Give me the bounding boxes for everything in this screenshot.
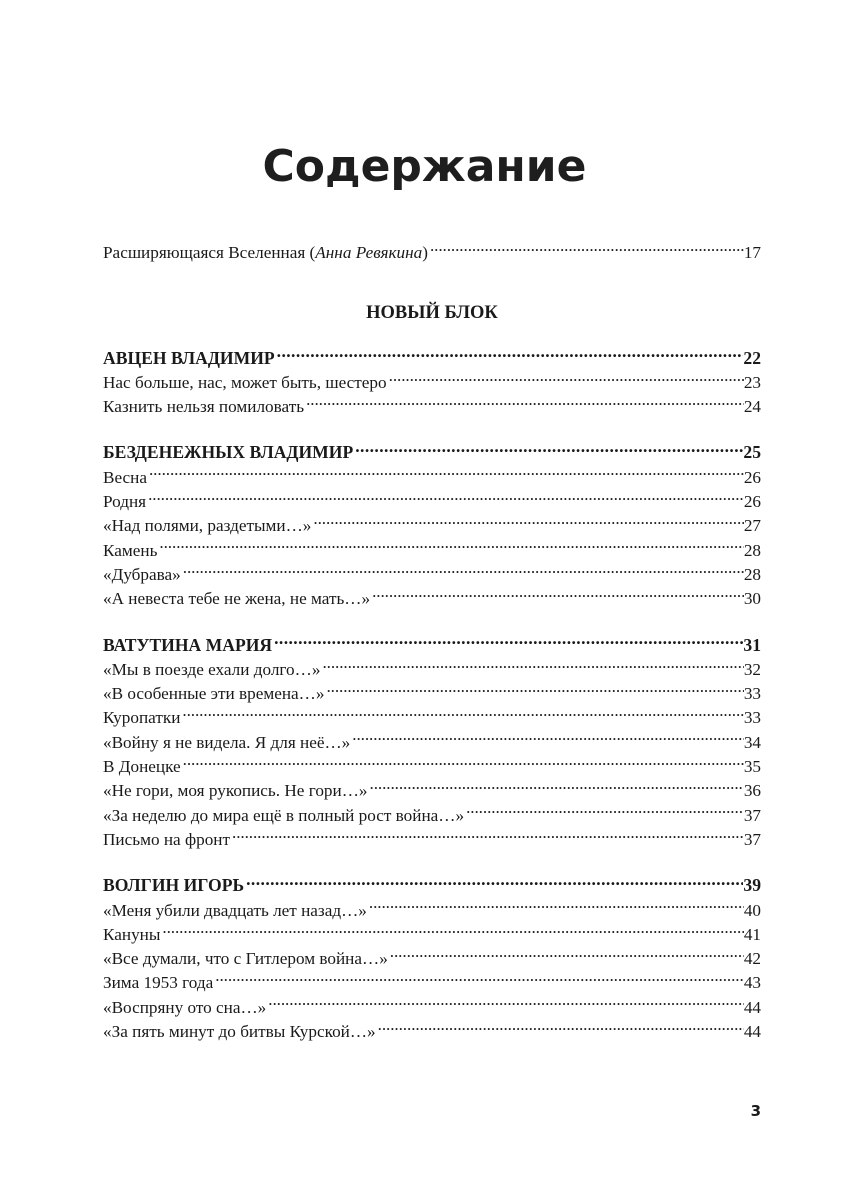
toc-entry[interactable] bbox=[103, 458, 761, 487]
author-name: БЕЗДЕНЕЖНЫХ ВЛАДИМИР bbox=[103, 442, 354, 463]
entry-page-number: 25 bbox=[743, 442, 761, 463]
block-heading: НОВЫЙ БЛОК bbox=[366, 303, 498, 324]
entry-page-number: 43 bbox=[743, 973, 761, 993]
leader-dots bbox=[157, 531, 743, 555]
entry-page-number: 32 bbox=[743, 659, 761, 679]
table-of-contents bbox=[103, 234, 761, 1042]
entry-title: «Мы в поезде ехали долго…» bbox=[103, 659, 321, 679]
entry-page-number: 37 bbox=[743, 829, 761, 849]
toc-entry[interactable] bbox=[103, 772, 761, 801]
entry-page-number: 27 bbox=[743, 516, 761, 536]
toc-entry[interactable] bbox=[103, 531, 761, 560]
entry-title: Весна bbox=[103, 467, 147, 487]
leader-dots bbox=[311, 507, 743, 531]
author-name: ВАТУТИНА МАРИЯ bbox=[103, 634, 273, 655]
leader-dots bbox=[244, 867, 743, 891]
entry-page-number: 30 bbox=[743, 589, 761, 609]
leader-dots bbox=[370, 580, 744, 604]
entry-page-number: 31 bbox=[743, 634, 761, 655]
leader-dots bbox=[304, 388, 744, 412]
leader-dots bbox=[272, 626, 743, 650]
entry-title: Нас больше, нас, может быть, шестеро bbox=[103, 372, 387, 392]
entry-title: «Дубрава» bbox=[103, 564, 181, 584]
entry-title: «За пять минут до битвы Курской…» bbox=[103, 1022, 376, 1042]
entry-page-number: 23 bbox=[743, 372, 761, 392]
entry-page-number: 28 bbox=[743, 564, 761, 584]
leader-dots bbox=[213, 964, 744, 988]
entry-title: «Меня убили двадцать лет назад…» bbox=[103, 900, 367, 920]
page-title: Содержание bbox=[262, 141, 587, 193]
leader-dots bbox=[387, 364, 744, 388]
page-number: 3 bbox=[750, 1102, 761, 1120]
leader-dots bbox=[324, 675, 743, 699]
entry-page-number: 33 bbox=[743, 684, 761, 704]
entry-title: Родня bbox=[103, 492, 147, 512]
leader-dots bbox=[181, 748, 744, 772]
entry-page-number: 26 bbox=[743, 467, 761, 487]
entry-author-italic: Анна Ревякина bbox=[315, 243, 423, 263]
entry-title: «Войну я не видела. Я для неё…» bbox=[103, 732, 351, 752]
leader-dots bbox=[275, 339, 744, 363]
toc-entry[interactable] bbox=[103, 723, 761, 752]
entry-title: «Все думали, что с Гитлером война…» bbox=[103, 949, 388, 969]
entry-title: Кануны bbox=[103, 924, 161, 944]
leader-dots bbox=[388, 940, 744, 964]
entry-page-number: 37 bbox=[743, 805, 761, 825]
leader-dots bbox=[180, 699, 743, 723]
entry-page-number: 41 bbox=[743, 924, 761, 944]
entry-page-number: 34 bbox=[743, 732, 761, 752]
leader-dots bbox=[160, 916, 743, 940]
entry-title: «Не гори, моя рукопись. Не гори…» bbox=[103, 781, 368, 801]
leader-dots bbox=[376, 1013, 744, 1037]
toc-entry[interactable] bbox=[103, 916, 761, 944]
toc-author-entry[interactable] bbox=[103, 867, 761, 896]
entry-title: «Над полями, раздетыми…» bbox=[103, 516, 312, 536]
leader-dots bbox=[368, 772, 744, 796]
toc-entry[interactable] bbox=[103, 483, 761, 512]
toc-entry[interactable] bbox=[103, 580, 761, 609]
toc-author-entry[interactable] bbox=[103, 434, 761, 463]
toc-author-entry[interactable] bbox=[103, 626, 761, 655]
entry-page-number: 40 bbox=[743, 900, 761, 920]
entry-page-number: 44 bbox=[743, 1022, 761, 1042]
toc-entry[interactable] bbox=[103, 556, 761, 584]
entry-title: «А невеста тебе не жена, не мать…» bbox=[103, 589, 371, 609]
leader-dots bbox=[464, 796, 744, 820]
author-name: АВЦЕН ВЛАДИМИР bbox=[103, 347, 275, 368]
entry-title: «Воспряну ото сна…» bbox=[103, 997, 267, 1017]
entry-title: «За неделю до мира ещё в полный рост война…» bbox=[103, 805, 465, 825]
entry-page-number: 42 bbox=[743, 949, 761, 969]
entry-page-number: 44 bbox=[743, 997, 761, 1017]
entry-title: «В особенные эти времена…» bbox=[103, 684, 325, 704]
toc-entry[interactable] bbox=[103, 699, 761, 728]
toc-entry-intro[interactable] bbox=[103, 234, 761, 263]
toc-author-entry[interactable] bbox=[103, 339, 761, 368]
leader-dots bbox=[367, 891, 744, 915]
toc-sections bbox=[103, 339, 761, 1042]
entry-title: Расширяющаяся Вселенная (Анна Ревякина) bbox=[103, 243, 428, 263]
entry-title: Казнить нельзя помиловать bbox=[103, 397, 305, 417]
leader-dots bbox=[147, 458, 744, 482]
leader-dots bbox=[266, 988, 744, 1012]
toc-entry[interactable] bbox=[103, 507, 761, 536]
leader-dots bbox=[146, 483, 744, 507]
leader-dots bbox=[181, 556, 744, 580]
toc-entry[interactable] bbox=[103, 940, 761, 969]
entry-title: Зима 1953 года bbox=[103, 973, 214, 993]
entry-page-number: 33 bbox=[743, 708, 761, 728]
entry-page-number: 24 bbox=[743, 397, 761, 417]
entry-title: В Донецке bbox=[103, 757, 181, 777]
entry-page-number: 17 bbox=[743, 243, 761, 263]
entry-title: Куропатки bbox=[103, 708, 181, 728]
leader-dots bbox=[353, 434, 743, 458]
entry-page-number: 36 bbox=[743, 781, 761, 801]
entry-page-number: 35 bbox=[743, 757, 761, 777]
toc-entry[interactable] bbox=[103, 748, 761, 777]
entry-page-number: 28 bbox=[743, 540, 761, 560]
leader-dots bbox=[320, 651, 743, 675]
entry-page-number: 39 bbox=[743, 875, 761, 896]
leader-dots bbox=[350, 723, 744, 747]
author-name: ВОЛГИН ИГОРЬ bbox=[103, 875, 245, 896]
leader-dots bbox=[428, 234, 744, 258]
entry-title: Камень bbox=[103, 540, 158, 560]
entry-page-number: 26 bbox=[743, 492, 761, 512]
leader-dots bbox=[230, 821, 744, 845]
entry-page-number: 22 bbox=[743, 347, 761, 368]
entry-title: Письмо на фронт bbox=[103, 829, 231, 849]
